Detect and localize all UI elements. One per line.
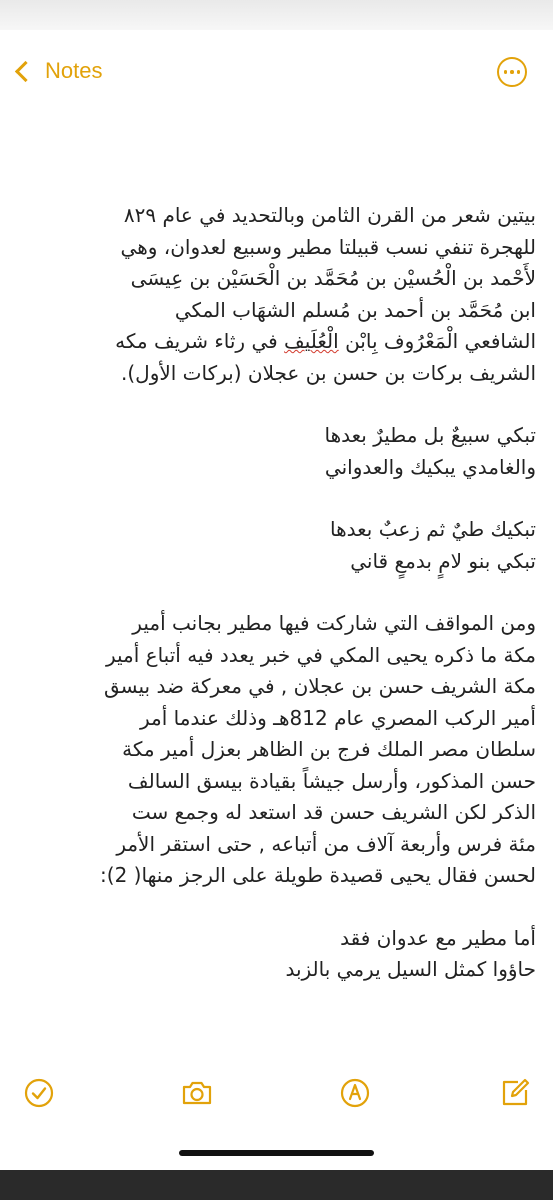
ellipsis-circle-icon[interactable] xyxy=(497,57,527,87)
note-line: لحسن فقال يحيى قصيدة طويلة على الرجز منها( 2): xyxy=(100,863,536,887)
note-line: ومن المواقف التي شاركت فيها مطير بجانب أمير xyxy=(132,611,536,635)
back-label: Notes xyxy=(45,58,103,83)
spellcheck-word[interactable]: الْعُلَيف xyxy=(284,329,339,353)
back-button[interactable] xyxy=(12,54,102,88)
note-line: مكة الشريف حسن بن عجلان , في معركة ضد بيسق xyxy=(103,674,536,698)
note-line: الشريف بركات بن حسن بن عجلان (بركات الأول). xyxy=(121,360,536,385)
chevron-left-icon xyxy=(15,60,36,81)
note-text: الشافعي الْمَعْرُوف بِابْن xyxy=(338,329,536,353)
note-body[interactable] xyxy=(18,200,536,986)
note-line: سلطان مصر الملك فرج بن الظاهر بعزل أمير مكة xyxy=(122,737,536,761)
note-line: حسن المذكور، وأرسل جيشاً بقيادة بيسق السالف xyxy=(127,768,536,793)
note-line: مئة فرس وأربعة آلاف من أتباعه , حتى استقر الأمر xyxy=(116,831,536,856)
verse-line: والغامدي يبكيك والعدواني xyxy=(324,454,536,479)
note-line: للهجرة تنفي نسب قبيلتا مطير وسبيع لعدوان، وهي xyxy=(120,234,536,259)
home-indicator[interactable] xyxy=(179,1150,374,1156)
note-line: مكة ما ذكره يحيى المكي في خبر يعدد فيه أتباع أمير xyxy=(105,642,536,667)
verse-line: تبكيك طيٌ ثم زعبٌ بعدها xyxy=(329,517,536,541)
navigation-bar xyxy=(0,30,553,110)
note-line: لأَحْمد بن الْحُسيْن بن مُحَمَّد بن الْحَسَيْن بن عِيسَى xyxy=(130,266,536,290)
markup-pen-icon[interactable] xyxy=(338,1076,372,1110)
note-text: في رثاء شريف مكه xyxy=(115,329,285,353)
status-bar-area xyxy=(0,0,553,30)
note-line xyxy=(18,326,536,358)
compose-icon[interactable] xyxy=(498,1076,532,1110)
note-line: الذكر لكن الشريف حسن قد استعد له وجمع ست xyxy=(131,800,536,824)
verse-line: أما مطير مع عدوان فقد xyxy=(340,925,536,950)
bottom-toolbar xyxy=(0,1068,553,1118)
checklist-icon[interactable] xyxy=(22,1076,56,1110)
verse-line: تبكي بنو لامٍ بدمعٍ قاني xyxy=(350,548,536,573)
verse-line: حاؤوا كمثل السيل يرمي بالزبد xyxy=(285,957,536,981)
note-line: بيتين شعر من القرن الثامن وبالتحديد في عام ٨٢٩ xyxy=(123,203,536,227)
note-line: ابن مُحَمَّد بن أحمد بن مُسلم الشهَاب المكي xyxy=(174,297,536,322)
bottom-edge xyxy=(0,1170,553,1200)
note-line: أمير الركب المصري عام 812هـ وذلك عندما أمر xyxy=(139,705,536,730)
camera-icon[interactable] xyxy=(180,1076,214,1110)
verse-line: تبكي سبيعٌ بل مطيرٌ بعدها xyxy=(324,423,536,447)
